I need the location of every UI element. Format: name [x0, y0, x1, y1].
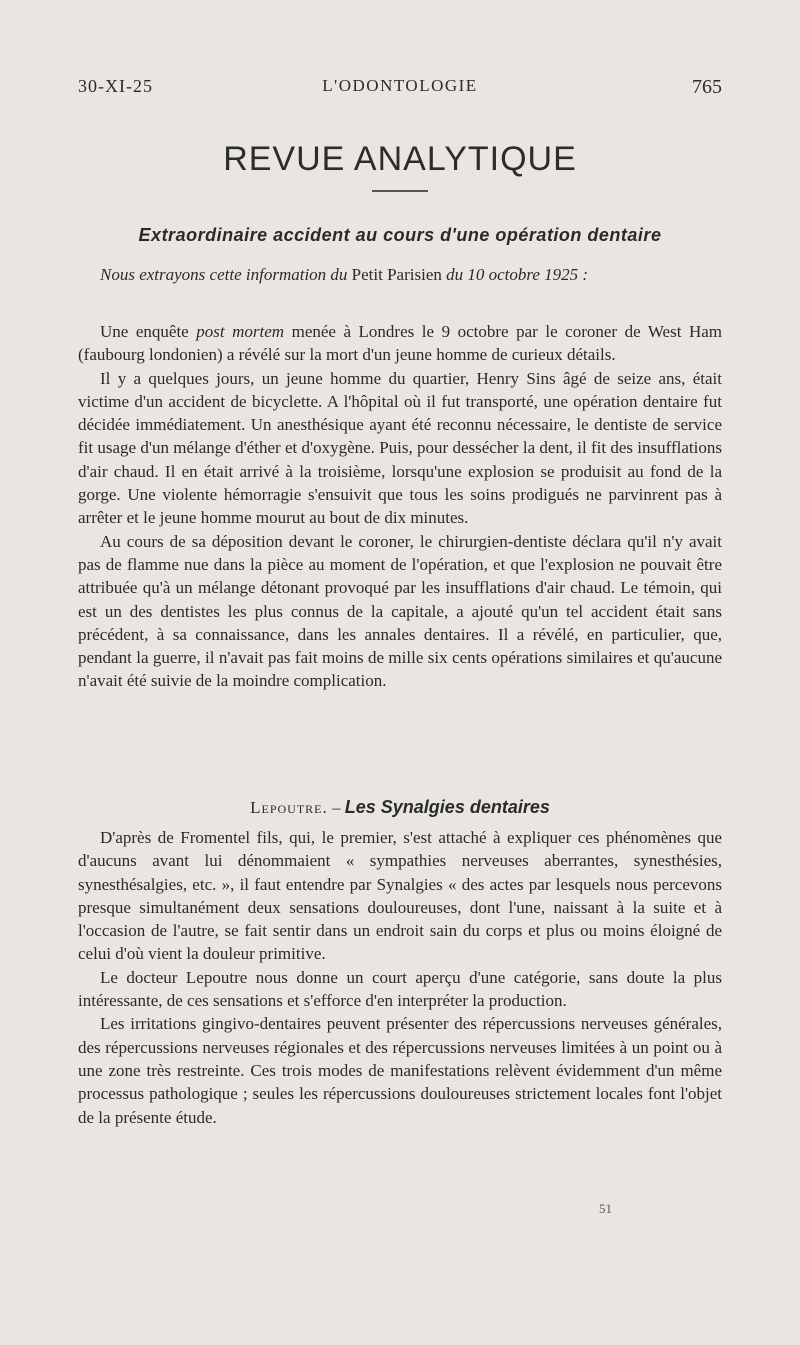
- article-body: [78, 320, 722, 693]
- signature-mark: 51: [599, 1201, 612, 1216]
- title-divider: [372, 190, 428, 192]
- running-head: [78, 76, 722, 102]
- paragraph: Au cours de sa déposition devant le coroner, le chirurgien-dentiste déclara qu'il n'y avait pas de flamme nue dans la pièce au moment de l'opération, et que l'explosion ne pouvait être attribuée qu'à un mélange détonant provoqué par les insufflations d'air chaud. Le témoin, qui est un des dentistes les plus connus de la capitale, a ajouté qu'un tel accident était sans précédent, à sa connaissance, dans les annales dentaires. Il a révélé, en particulier, que, pendant la guerre, il n'avait pas fait moins de mille six cents opérations similaires et qu'aucune n'avait été suivie de la moindre complication.: [78, 531, 722, 691]
- issue-date: 30-XI-25: [78, 76, 153, 96]
- intro-text-b: du 10 octobre 1925 :: [441, 265, 589, 284]
- paragraph-text-b: menée à Londres le 9 octobre par le coroner de West Ham (faubourg londonien) a révélé sur la mort d'un jeune homme de curieux détails.: [78, 322, 722, 365]
- article-intro: [78, 263, 722, 286]
- paragraph-text-a: Une enquête: [100, 322, 197, 341]
- paragraph: D'après de Fromentel fils, qui, le premier, s'est attaché à expliquer ces phénomènes que d'aucuns avant lui dénommaient « sympathies nerveuses aberrantes, synesthésies, synesthésalgies, etc. », il faut entendre par Synalgies « des actes par lesquels nous percevons presque simultanément deux sensations douloureuses, dont l'une, naissant à la suite et à l'occasion de l'autre, se fait sentir dans un endroit sain du corps et plus ou moins éloigné de celui d'où vient la douleur primitive.: [78, 828, 722, 964]
- review-body: [78, 826, 722, 1129]
- intro-text-a: Nous extrayons cette information du: [100, 265, 352, 284]
- page-number: 765: [692, 76, 722, 98]
- paragraph: [78, 320, 722, 367]
- intro-publication: Petit Parisien: [351, 265, 442, 284]
- review-byline: [0, 797, 800, 818]
- review-title: Les Synalgies dentaires: [344, 797, 550, 817]
- article-heading: Extraordinaire accident au cours d'une opération dentaire: [138, 225, 662, 245]
- section-title: REVUE ANALYTIQUE: [223, 140, 577, 178]
- paragraph: Le docteur Lepoutre nous donne un court aperçu d'une catégorie, sans doute la plus intéressante, de ces sensations et s'efforce d'en interpréter la production.: [78, 967, 722, 1011]
- paragraph-emphasis: post mortem: [196, 322, 285, 341]
- journal-name: L'ODONTOLOGIE: [322, 76, 478, 95]
- review-author: Lepoutre.: [250, 798, 328, 817]
- paragraph: Il y a quelques jours, un jeune homme du quartier, Henry Sins âgé de seize ans, était victime d'un accident de bicyclette. A l'hôpital où il fut transporté, une opération dentaire fut décidée immédiatement. Un anesthésique ayant été reconnu nécessaire, le dentiste de service fit usage d'un mélange d'éther et d'oxygène. Puis, pour dessécher la dent, il fit des insufflations d'air chaud. Il en était arrivé à la troisième, lorsqu'une explosion se produisit au fond de la gorge. Une violente hémorragie s'ensuivit que tous les soins prodigués ne parvinrent pas à arrêter et le jeune homme mourut au bout de dix minutes.: [78, 368, 722, 528]
- byline-dash: –: [327, 798, 345, 817]
- paragraph: Les irritations gingivo-dentaires peuvent présenter des répercussions nerveuses générales, des répercussions nerveuses régionales et des répercussions nerveuses limitées à un point ou à une zone très restreinte. Ces trois modes de manifestations relèvent évidemment d'un même processus pathologique ; seules les répercussions douloureuses strictement locales font l'objet de la présente étude.: [78, 1014, 722, 1127]
- intro-paragraph: [78, 263, 722, 286]
